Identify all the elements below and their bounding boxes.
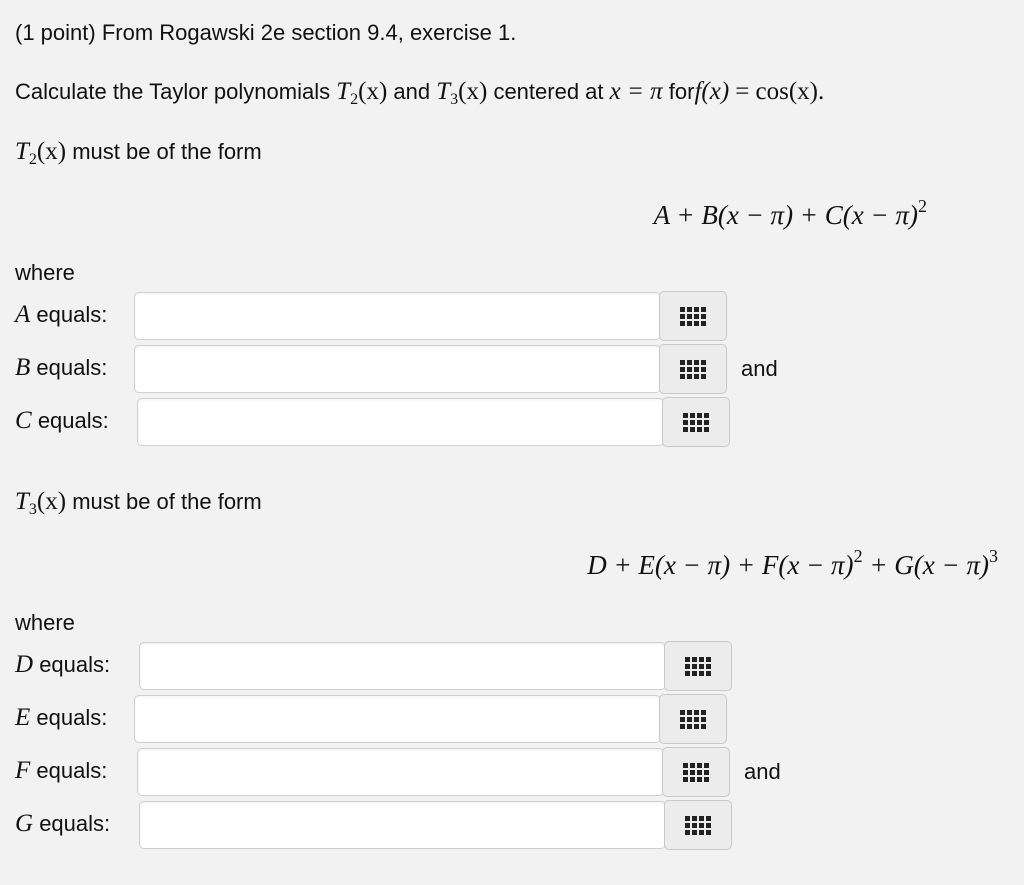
equals-sign: = [735,78,750,105]
d-input[interactable] [139,642,666,690]
keypad-grid-icon [683,413,709,432]
c-label: C equals: [15,407,109,434]
b-label: B equals: [15,354,108,381]
f-input[interactable] [137,748,664,796]
t3-form-expression: $D + E(x - \pi) + F(x - \pi)^2 + G(x - \pi)^3$ [587,546,998,580]
t2-form-intro: $T_2(x)$ must be of the form [15,138,262,168]
t2-form-expression: $A + B(x - \pi) + C(x - \pi)^2$ [653,196,927,230]
b-keypad-button[interactable] [659,344,727,394]
t2-and-text: and [741,356,778,381]
g-label: G equals: [15,810,111,837]
c-keypad-button[interactable] [662,397,730,447]
t2-symbol: $T_2(x)$ [336,78,388,108]
keypad-grid-icon [685,657,711,676]
question-text [15,78,824,114]
t2-where-label: where [15,260,75,285]
keypad-grid-icon [680,710,706,729]
keypad-grid-icon [685,816,711,835]
question-and: and [393,79,431,104]
question-centered: centered at [493,79,604,104]
function-lhs: f(x) [694,78,730,105]
keypad-grid-icon [680,307,706,326]
keypad-grid-icon [680,360,706,379]
problem-header: (1 point) From Rogawski 2e section 9.4, exercise 1. [15,20,517,45]
e-keypad-button[interactable] [659,694,727,744]
question-for: for [668,79,695,104]
a-input[interactable] [134,292,661,340]
f-keypad-button[interactable] [662,747,730,797]
b-input[interactable] [134,345,661,393]
question-intro: Calculate the Taylor polynomials [15,79,331,104]
keypad-grid-icon [683,763,709,782]
d-keypad-button[interactable] [664,641,732,691]
d-label: D equals: [15,651,111,678]
function-rhs: cos(x). [755,78,825,105]
g-keypad-button[interactable] [664,800,732,850]
t3-symbol: $T_3(x)$ [436,78,488,108]
c-input[interactable] [137,398,664,446]
a-keypad-button[interactable] [659,291,727,341]
e-input[interactable] [134,695,661,743]
e-label: E equals: [15,704,108,731]
t3-where-label: where [15,610,75,635]
g-input[interactable] [139,801,666,849]
f-label: F equals: [15,757,108,784]
t3-form-intro: $T_3(x)$ must be of the form [15,488,262,518]
t3-and-text: and [744,759,781,784]
center-expr: x = π [609,78,663,105]
a-label: A equals: [15,301,108,328]
